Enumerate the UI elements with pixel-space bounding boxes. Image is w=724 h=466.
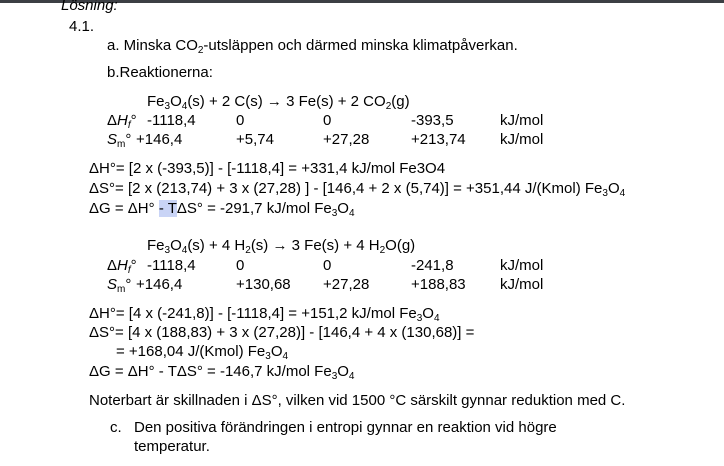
- calc-2-delta-h: ΔH°= [4 x (-241,8)] - [-1118,4] = +151,2 kJ/mol $Fe_3O_4$: [89, 305, 440, 324]
- calc-1-delta-g: ΔG = ΔH° - TΔS° = -291,7 kJ/mol $Fe_3O_4$: [89, 200, 355, 219]
- value-cell: -393,5: [411, 112, 454, 129]
- answer-c-line2: temperatur.: [134, 438, 210, 455]
- value-cell: -1118,4: [147, 112, 196, 129]
- value-cell: +146,4: [136, 276, 183, 293]
- unit-cell: kJ/mol: [500, 112, 544, 129]
- value-cell: +27,28: [323, 276, 370, 293]
- answer-b-label: b.Reaktionerna:: [107, 64, 213, 81]
- value-cell: -1118,4: [147, 257, 196, 274]
- reaction-1-equation: $Fe_3O_4(s) + 2$ C(s) → 3 Fe(s) + 2 $CO_2(g)$: [147, 93, 410, 112]
- value-cell: +5,74: [236, 131, 274, 148]
- note-paragraph: Noterbart är skillnaden i ΔS°, vilken vid 1500 °C särskilt gynnar reduktion med C.: [89, 392, 626, 409]
- sm-label: $S_m^\circ$: [107, 276, 132, 295]
- sm-label: $S_m^\circ$: [107, 131, 132, 150]
- calc-2-delta-s-line2: = +168,04 J/(Kmol) $Fe_3O_4$: [116, 343, 289, 362]
- answer-a: a. Minska $CO_2$-utsläppen och därmed minska klimatpåverkan.: [107, 37, 518, 56]
- calc-1-delta-h: ΔH°= [2 x (-393,5)] - [-1118,4] = +331,4 kJ/mol Fe3O4: [89, 160, 446, 177]
- value-cell: 0: [236, 257, 245, 274]
- value-cell: +146,4: [136, 131, 183, 148]
- delta-hf-label: $\Delta H_f^\circ$: [107, 257, 137, 276]
- value-cell: +188,83: [411, 276, 466, 293]
- unit-cell: kJ/mol: [500, 276, 544, 293]
- answer-c-line1: Den positiva förändringen i entropi gynnar en reaktion vid högre: [134, 419, 557, 436]
- answer-c-label: c.: [110, 419, 122, 436]
- unit-cell: kJ/mol: [500, 257, 544, 274]
- section-number: 4.1.: [69, 18, 95, 35]
- delta-hf-label: $\Delta H_f^\circ$: [107, 112, 137, 131]
- reaction-2-equation: $Fe_3O_4(s) + 4$ $H_2(s) \to 3$ Fe(s) + 4 $H_2O(g)$: [147, 237, 416, 256]
- solution-heading: Lösning:: [61, 0, 118, 14]
- value-cell: +213,74: [411, 131, 466, 148]
- value-cell: 0: [323, 257, 332, 274]
- value-cell: +130,68: [236, 276, 291, 293]
- value-cell: -241,8: [411, 257, 454, 274]
- calc-2-delta-g: ΔG = ΔH° - TΔS° = -146,7 kJ/mol $Fe_3O_4$: [89, 363, 355, 382]
- selection-highlight[interactable]: - T: [158, 200, 177, 217]
- unit-cell: kJ/mol: [500, 131, 544, 148]
- value-cell: 0: [236, 112, 245, 129]
- value-cell: 0: [323, 112, 332, 129]
- calc-1-delta-s: ΔS°= [2 x (213,74) + 3 x (27,28) ] - [146,4 + 2 x (5,74)] = +351,44 J/(Kmol) $Fe_3O_4$: [89, 180, 626, 199]
- calc-2-delta-s-line1: ΔS°= [4 x (188,83) + 3 x (27,28)] - [146,4 + 4 x (130,68)] =: [89, 324, 475, 341]
- value-cell: +27,28: [323, 131, 370, 148]
